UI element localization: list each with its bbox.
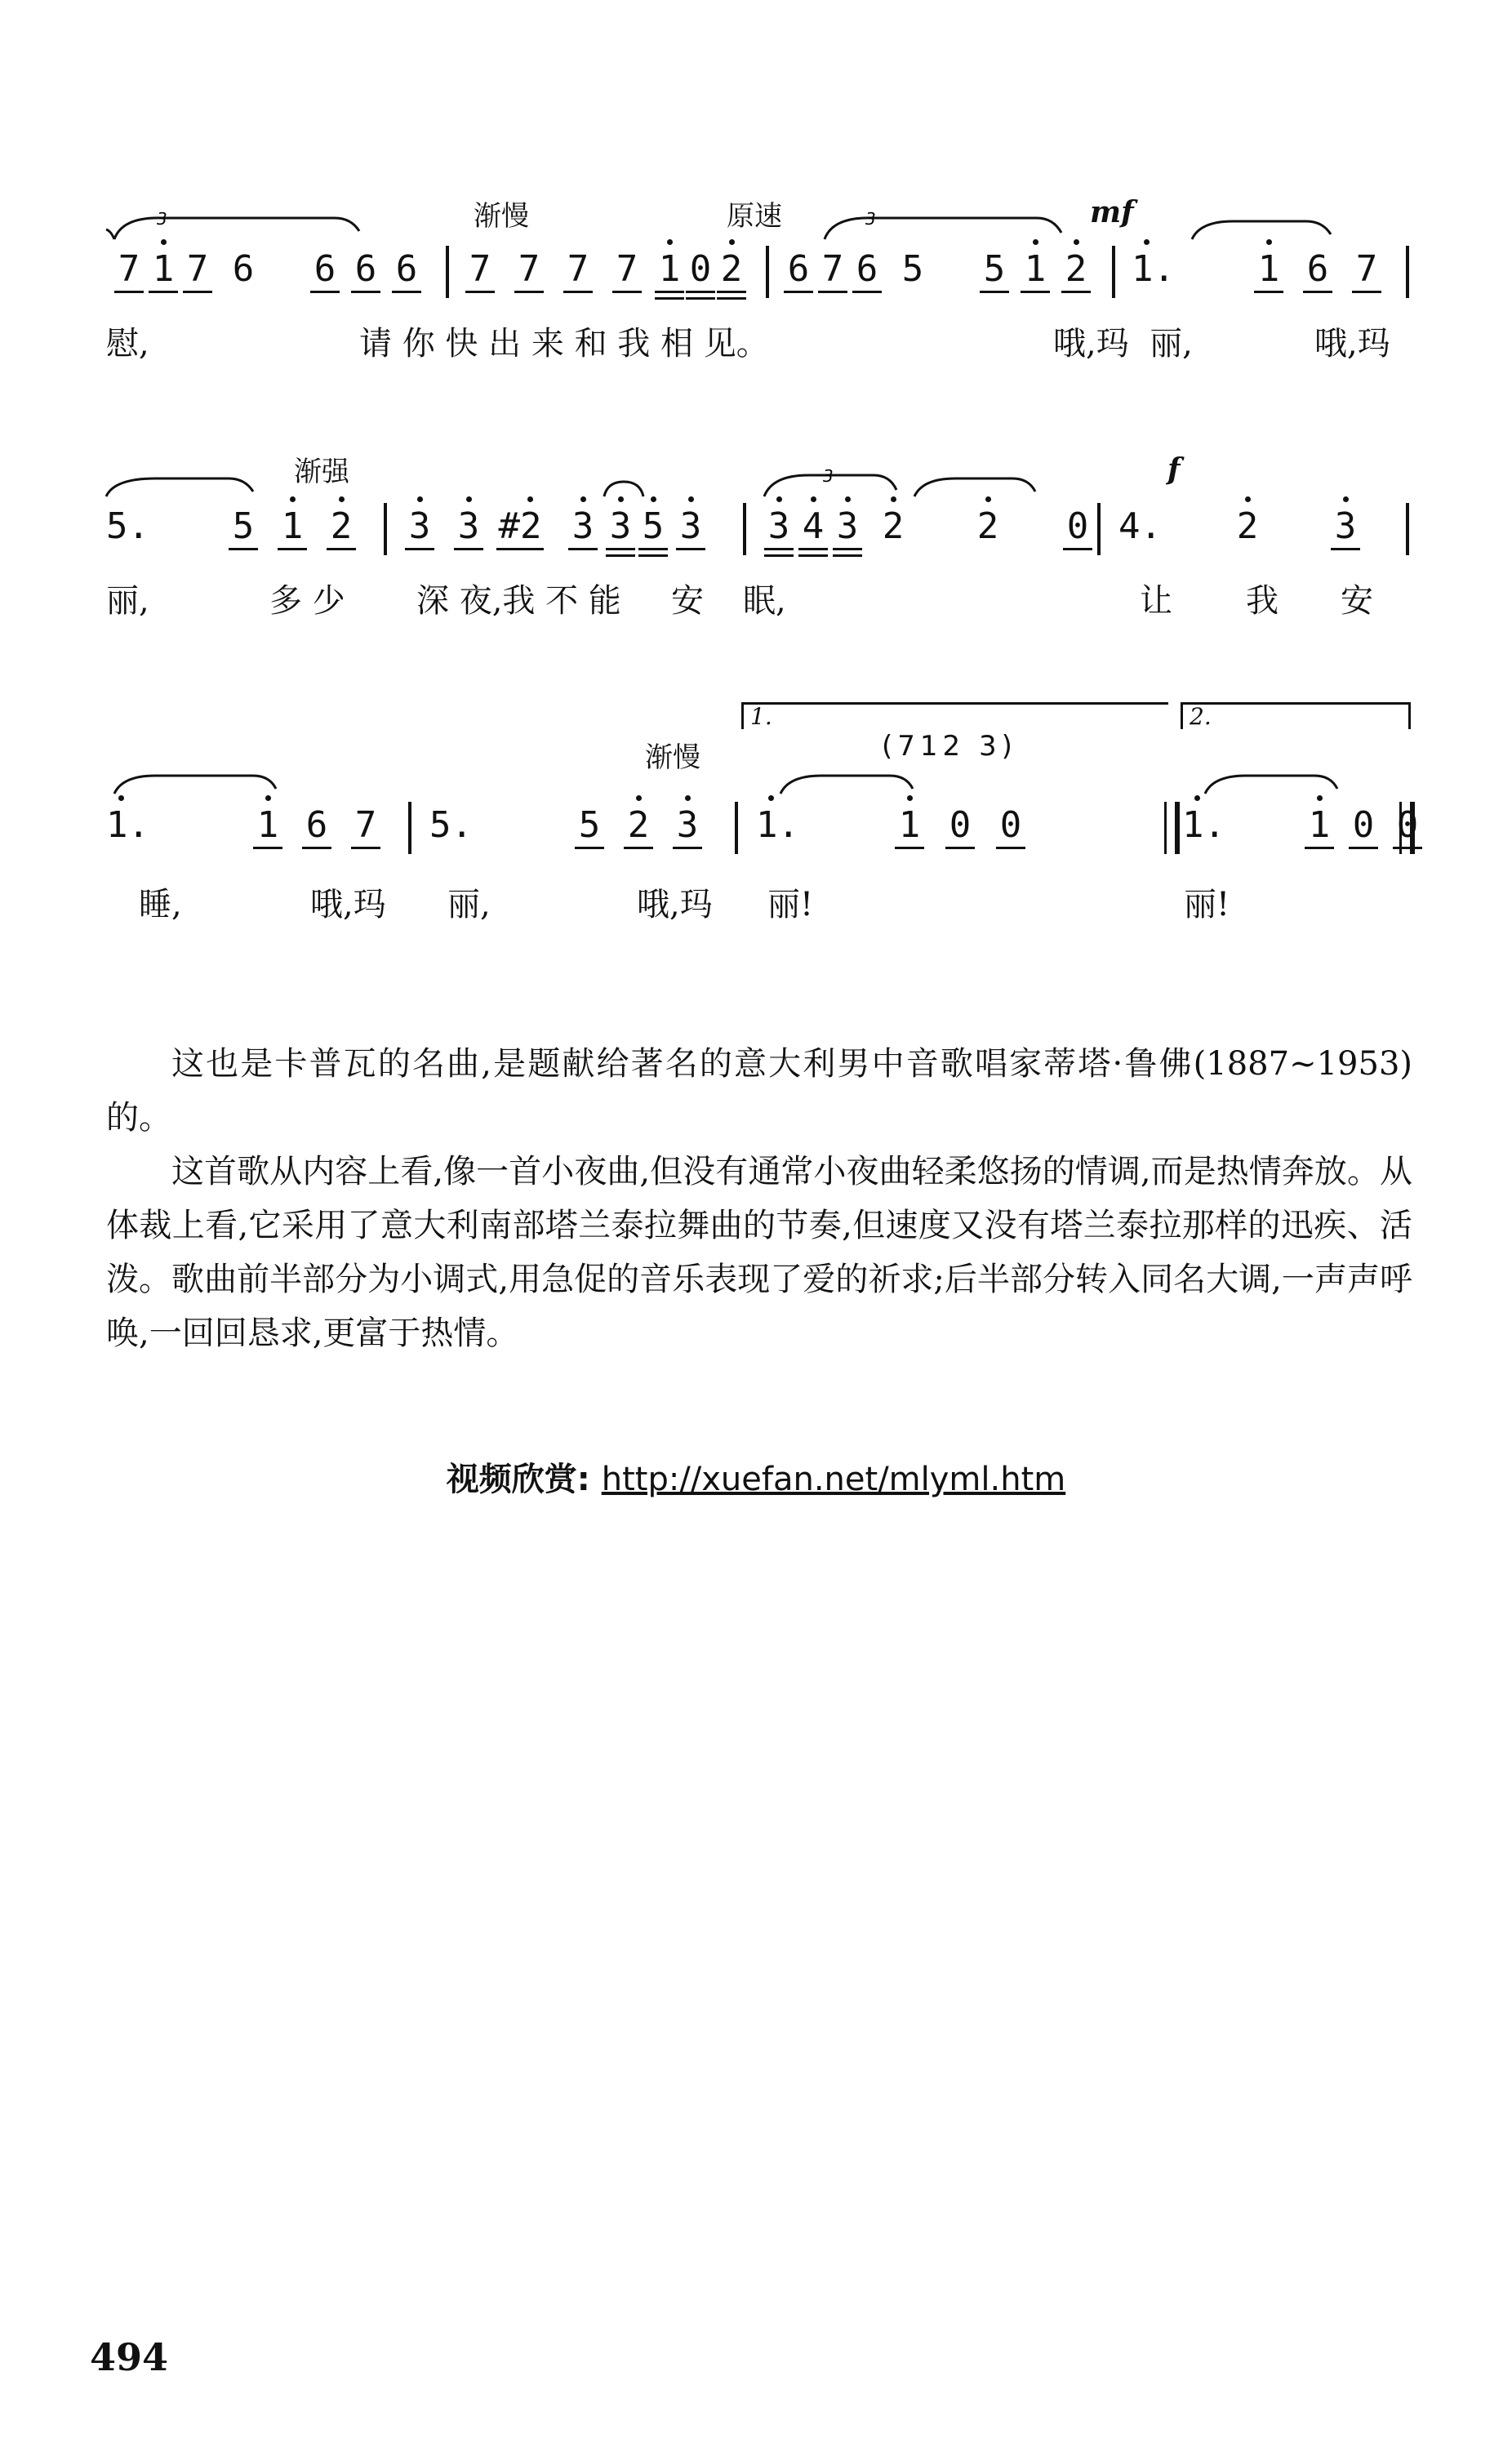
note: 3	[405, 506, 434, 547]
high-octave-dot	[1144, 239, 1150, 245]
note: 1	[278, 506, 307, 547]
high-octave-dot	[811, 496, 816, 502]
lyric: 我	[1246, 582, 1279, 620]
note: 0	[945, 805, 975, 846]
note: 3	[676, 506, 705, 547]
high-octave-dot	[985, 496, 991, 502]
system-2-notes	[106, 492, 1412, 565]
note: 2	[1061, 249, 1091, 290]
lyric: 哦,玛 丽,	[1053, 325, 1193, 363]
note: #2	[496, 506, 544, 547]
high-octave-dot	[466, 496, 472, 502]
system-1-notes	[106, 234, 1412, 308]
lyric: 多 少	[269, 582, 345, 620]
note: 3	[606, 506, 635, 547]
high-octave-dot	[685, 795, 691, 801]
video-url-link[interactable]: http://xuefan.net/mlyml.htm	[601, 1461, 1066, 1498]
note: 3	[673, 805, 702, 846]
high-octave-dot	[667, 239, 673, 245]
note: 1	[253, 805, 282, 846]
score-system-2	[106, 441, 1412, 653]
note: 5	[980, 249, 1009, 290]
barline	[408, 802, 411, 854]
lyric: 哦,玛	[637, 886, 713, 923]
barline	[1097, 503, 1101, 555]
high-octave-dot	[651, 496, 656, 502]
high-octave-dot	[729, 239, 735, 245]
commentary-paragraph-2: 这首歌从内容上看,像一首小夜曲,但没有通常小夜曲轻柔悠扬的情调,而是热情奔放。从体裁上看,它采用了意大利南部塔兰泰拉舞曲的节奏,但速度又没有塔兰泰拉那样的迅疾、活泼。歌曲前半部分为小调式,用急促的音乐表现了爱的祈求;后半部分转入同名大调,一声声呼唤,一回回恳求,更富于热情。	[106, 1153, 1412, 1352]
score-system-1	[106, 184, 1412, 396]
high-octave-dot	[776, 496, 782, 502]
note: 2	[973, 506, 1003, 547]
note: 1.	[1132, 249, 1181, 290]
high-octave-dot	[845, 496, 851, 502]
lyric: 安	[671, 582, 704, 620]
note: 1	[1305, 805, 1334, 846]
lyric: 眠,	[743, 582, 786, 620]
note: 1	[1021, 249, 1050, 290]
note: 0	[996, 805, 1025, 846]
note: 0	[686, 249, 715, 290]
note: 5	[901, 248, 924, 290]
note: 5	[638, 506, 668, 547]
lyric: 安	[1341, 582, 1373, 620]
lyric: 深 夜,我 不 能	[416, 582, 621, 620]
high-octave-dot	[891, 496, 896, 502]
note: 2	[624, 805, 653, 846]
high-octave-dot	[1343, 496, 1349, 502]
volta-bracket-2	[1181, 702, 1411, 729]
svg-text:3: 3	[823, 466, 834, 486]
note: 0	[1349, 805, 1378, 846]
barline	[735, 802, 738, 854]
note: 7	[1352, 249, 1381, 290]
high-octave-dot	[688, 496, 694, 502]
note: 5	[229, 506, 258, 547]
dynamic-mf: mf	[1090, 195, 1134, 229]
repeat-end-barline	[1164, 802, 1180, 854]
svg-text:3: 3	[865, 209, 876, 229]
score-system-3	[106, 702, 1419, 947]
barline	[384, 503, 387, 555]
note: 3	[454, 506, 483, 547]
note: 6	[1303, 249, 1332, 290]
dynamic-f: f	[1167, 452, 1181, 487]
note: 6	[302, 805, 331, 846]
note: 7	[514, 249, 544, 290]
high-octave-dot	[907, 795, 913, 801]
barline	[1406, 503, 1409, 555]
note: 7	[351, 805, 380, 846]
note: 3	[833, 506, 862, 547]
barline	[1406, 246, 1409, 298]
note: 6	[784, 249, 813, 290]
high-octave-dot	[417, 496, 423, 502]
high-octave-dot	[618, 496, 624, 502]
note: 4.	[1118, 505, 1162, 547]
high-octave-dot	[768, 795, 774, 801]
high-octave-dot	[580, 496, 586, 502]
note: 5	[575, 805, 604, 846]
high-octave-dot	[1033, 239, 1038, 245]
note: 1	[1254, 249, 1283, 290]
note: 5.	[429, 804, 473, 846]
note: 3	[1331, 506, 1360, 547]
high-octave-dot	[1245, 496, 1251, 502]
note: 7	[563, 249, 593, 290]
high-octave-dot	[290, 496, 296, 502]
note: 1	[895, 805, 924, 846]
note: 3	[568, 506, 598, 547]
system-1-lyrics	[106, 321, 1412, 370]
commentary-paragraph-1: 这也是卡普瓦的名曲,是题献给著名的意大利男中音歌唱家蒂塔·鲁佛(1887~1953)的。	[106, 1045, 1412, 1137]
lyric: 丽!	[1184, 886, 1230, 923]
high-octave-dot	[1266, 239, 1272, 245]
video-label: 视频欣赏:	[446, 1461, 590, 1498]
barline	[446, 246, 449, 298]
note: 2	[327, 506, 356, 547]
note: 2	[1233, 506, 1262, 547]
volta-label-2: 2.	[1190, 703, 1212, 730]
barline	[1112, 246, 1115, 298]
system-2-lyrics	[106, 578, 1412, 627]
high-octave-dot	[265, 795, 271, 801]
note: 6	[232, 248, 255, 290]
note: 2	[878, 506, 908, 547]
high-octave-dot	[118, 795, 124, 801]
tempo-mark-cresc: 渐强	[294, 456, 349, 488]
note: 7	[183, 249, 212, 290]
note: 6	[392, 249, 421, 290]
svg-text:3: 3	[157, 209, 167, 229]
tempo-mark-rit-2: 渐慢	[645, 741, 700, 774]
note: 1.	[756, 805, 805, 846]
note: 1.	[1182, 805, 1231, 846]
high-octave-dot	[161, 239, 167, 245]
note: 3	[764, 506, 794, 547]
lyric: 丽,	[106, 582, 149, 620]
high-octave-dot	[339, 496, 345, 502]
note: 6	[310, 249, 340, 290]
lyric: 睡,	[139, 886, 182, 923]
high-octave-dot	[1194, 795, 1200, 801]
high-octave-dot	[636, 795, 642, 801]
note: 7	[612, 249, 642, 290]
system-3-lyrics	[106, 882, 1412, 931]
tempo-mark-a-tempo: 原速	[727, 200, 782, 233]
barline	[766, 246, 769, 298]
commentary	[106, 1037, 1412, 1360]
page-number: 494	[90, 2335, 169, 2379]
note: 7	[114, 249, 144, 290]
high-octave-dot	[1317, 795, 1323, 801]
lyric: 丽!	[767, 886, 814, 923]
volta-label-1: 1.	[750, 703, 772, 730]
high-octave-dot	[527, 496, 533, 502]
note: 0	[1393, 805, 1422, 846]
volta-bracket-1	[741, 702, 1168, 729]
lyric: 哦,玛	[1314, 325, 1390, 363]
lyric: 请 你 快 出 来 和 我 相 见。	[359, 325, 769, 363]
note: 5.	[106, 505, 149, 547]
note: 6	[351, 249, 380, 290]
video-link-line	[0, 1453, 1512, 1500]
note: 4	[798, 506, 828, 547]
note: 1	[655, 249, 684, 290]
note: 2	[717, 249, 746, 290]
note: 6	[852, 249, 882, 290]
tempo-mark-rit-1: 渐慢	[474, 200, 529, 233]
note: 0	[1063, 506, 1092, 547]
final-barline	[1399, 802, 1415, 854]
note: 7	[465, 249, 495, 290]
note: 7	[818, 249, 847, 290]
lyric: 慰,	[106, 325, 149, 363]
system-3-notes	[106, 790, 1419, 864]
lyric: 让	[1140, 582, 1172, 620]
interlude-notes: (712 3)	[882, 730, 1017, 763]
lyric: 哦,玛	[310, 886, 386, 923]
high-octave-dot	[1074, 239, 1079, 245]
barline	[743, 503, 746, 555]
note: 1.	[106, 805, 155, 846]
lyric: 丽,	[447, 886, 491, 923]
note: 1	[149, 249, 178, 290]
